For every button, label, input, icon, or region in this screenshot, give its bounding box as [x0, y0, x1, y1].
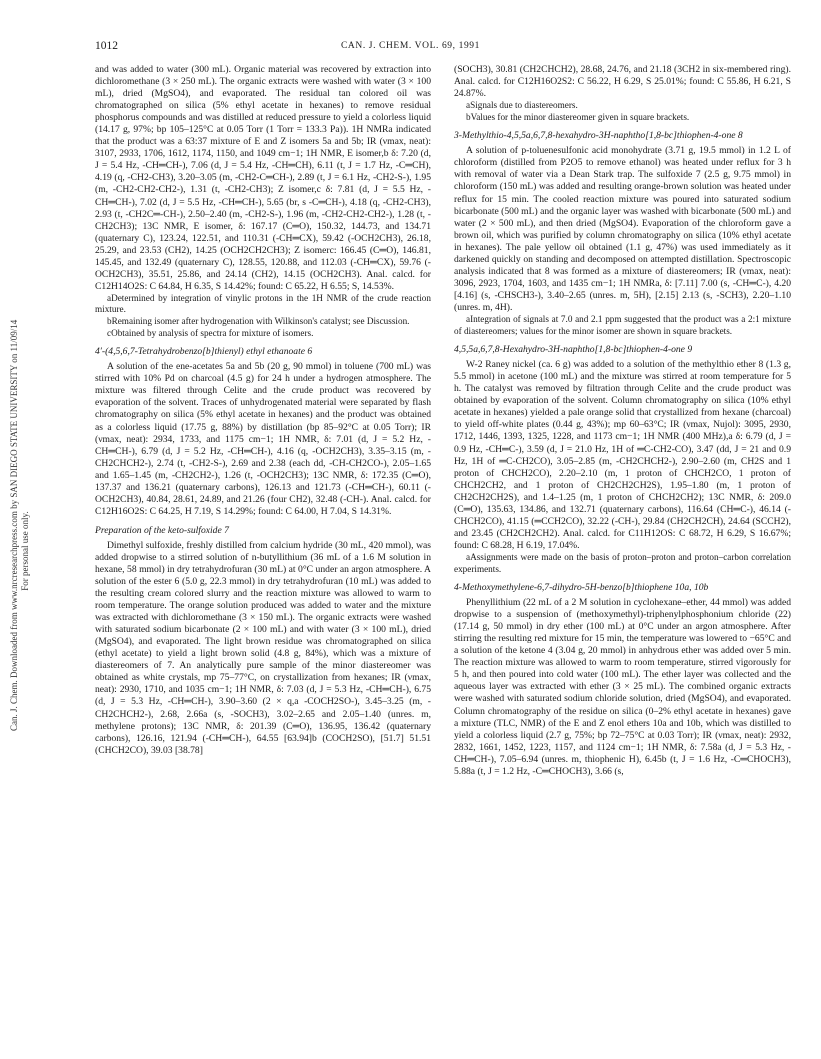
section-heading: 4-Methoxymethylene-6,7-dihydro-5H-benzo[b]thiophene 10a, 10b — [454, 582, 709, 594]
footnote: cObtained by analysis of spectra for mixture of isomers. — [107, 327, 314, 338]
section-heading: Preparation of the keto-sulfoxide 7 — [95, 524, 229, 536]
footnote: aDetermined by integration of vinylic protons in the 1H NMR of the crude reaction mixture. — [95, 292, 431, 315]
body-paragraph: W-2 Raney nickel (ca. 6 g) was added to a solution of the methylthio ether 8 (1.3 g, 5.5 mmol) in acetone (100 mL) and the mixture was stirred at room temperature for 5 h. The catalyst was removed by filtration through Celite and the crude product was obtained by evaporation of the solvent. Column chromatography on silica (10% ethyl acetate in hexanes) yielded a pale orange solid that crystallized from hexane (charcoal) to yield off-white plates (0.44 g, 43%); mp 60–63°C; IR (νmax, Nujol): 3095, 2930, 1712, 1446, 1393, 1325, 1228, and 1173 cm−1; 1H NMR (400 MHz),a δ: 6.79 (d, J = 0.9 Hz, -CH═C-), 3.59 (d, J = 21.0 Hz, 1H of ═C-CH2-CO), 3.47 (dd, J = 21 and 0.9 Hz, 1H of ═C-CH2CO), 3.05–2.85 (m, -CH2CHCH2-), 2.90–2.60 (m, CH2S and 1 proton of CHCH2CO), 2.20–2.10 (m, 1 proton of CHCH2CO, 1 proton of CHCH2CH2, and 1 proton of CH2CH2CH2S), 1.95–1.80 (m, 1 proton of CH2CH2CH2S), and 1.4–1.25 (m, 1 proton of CHCH2CH2); 13C NMR, δ: 209.0 (C═O), 135.63, 134.86, and 132.71 (quaternary carbons), 116.64 (CH═C-), 46.14 (-CHCH2CO), 41.15 (═CCH2CO), 32.22 (-CH-), 29.84 (CH2CH2CH), 24.64 (SCCH2), and 23.45 (CH2CH2CH2). Anal. calcd. for C11H12OS: C 68.72, H 6.29, S 16.67%; found: C 68.28, H 6.19, 17.04%. — [454, 359, 791, 551]
footnote: aAssignments were made on the basis of proton–proton and proton–carbon correlation experiments. — [454, 551, 791, 574]
body-paragraph: Phenyllithium (22 mL of a 2 M solution in cyclohexane–ether, 44 mmol) was added dropwise to a suspension of (methoxymethyl)-triphenylphosphonium chloride (22) (17.14 g, 50 mmol) in dry ether (100 mL) at 0°C under an argon atmosphere. After stirring the resulting red mixture for 15 min, the temperature was lowered to −65°C and a solution of the ketone 4 (3.04 g, 20 mmol) in anhydrous ether was added over 5 min. The reaction mixture was allowed to warm to room temperature, stirred vigorously for 5 h, and then poured into cold water (100 mL). The ether layer was collected and the aqueous layer was extracted with ether (3 × 25 mL). The combined organic extracts were washed with saturated sodium chloride solution, dried (MgSO4), and evaporated. Column chromatography of the residue on silica (0–2% ethyl acetate in hexanes) gave a mixture (TLC, NMR) of the E and Z enol ethers 10a and 10b, which was distilled to yield a colorless liquid (2.7 g, 75%; bp 72–75°C at 0.03 Torr); IR (νmax, neat): 2932, 2832, 1661, 1452, 1223, 1157, and 1124 cm−1; 1H NMR, δ: 7.58a (d, J = 5.3 Hz, -CH═CH-), 7.05–6.94 (unres. m, thiophenic H), 6.45b (t, J = 1.6 Hz, -C═CHOCH3), 5.88a (t, J = 1.2 Hz, -C═CHOCH3), 3.66 (s, — [454, 597, 791, 777]
body-paragraph: A solution of the ene-acetates 5a and 5b (20 g, 90 mmol) in toluene (700 mL) was stirred with 10% Pd on charcoal (4.5 g) for 24 h under a hydrogen atmosphere. The mixture was filtered through Celite and the crude product was recovered by evaporation of the solvent. Traces of unhydrogenated material were separated by flash chromatography on silica (5% ethyl acetate in hexanes) and the product was obtained as a colorless liquid (17.75 g, 88%) by distillation (bp 85–92°C at 0.05 Torr); IR (νmax, neat): 2934, 1733, and 1175 cm−1; 1H NMR, δ: 7.01 (d, J = 5.2 Hz, -CH═CH-), 6.79 (d, J = 5.2 Hz, -CH═CH-), 4.16 (q, -OCH2CH3), 3.35–3.15 (m, -CH2CHCH2-), 2.74 (t, -CH2-S-), 2.69 and 2.38 (each dd, -CH-CH2CO-), 2.05–1.65 and 1.65–1.45 (m, -CH2CH2-), 1.26 (t, -OCH2CH3); 13C NMR, δ: 172.35 (C═O), 137.37 and 136.21 (quaternary carbons), 126.13 and 121.73 (-CH═CH-), 60.11 (-OCH2CH3), 40.84, 28.61, 24.89, and 21.26 (four CH2), 32.48 (-CH-). Anal. calcd. for C12H16O2S: C 64.25, H 7.19, S 14.29%; found: C 64.00, H 7.04, S 14.31%. — [95, 361, 431, 517]
section-heading: 4′-(4,5,6,7-Tetrahydrobenzo[b]thienyl) ethyl ethanoate 6 — [95, 346, 313, 358]
section-heading: 4,5,5a,6,7,8-Hexahydro-3H-naphtho[1,8-bc]thiophen-4-one 9 — [454, 344, 693, 356]
left-column — [95, 64, 431, 757]
footnote: bValues for the minor diastereomer given in square brackets. — [466, 111, 690, 122]
download-watermark-line1: Can. J. Chem. Downloaded from www.nrcresearchpress.com by SAN DIEGO STATE UNIVERSITY on 11/09/14 — [9, 319, 19, 731]
footnote: bRemaining isomer after hydrogenation with Wilkinson's catalyst; see Discussion. — [107, 316, 410, 327]
section-heading: 3-Methylthio-4,5,5a,6,7,8-hexahydro-3H-naphtho[1,8-bc]thiophen-4-one 8 — [454, 130, 743, 142]
footnote: aIntegration of signals at 7.0 and 2.1 ppm suggested that the product was a 2:1 mixture of diastereomers; values for the minor isomer are shown in square brackets. — [454, 313, 791, 336]
footnote: aSignals due to diastereomers. — [466, 100, 578, 111]
running-head: CAN. J. CHEM. VOL. 69, 1991 — [340, 41, 480, 51]
right-column — [454, 64, 791, 778]
page-number: 1012 — [95, 40, 118, 52]
download-watermark-line2: For personal use only. — [20, 511, 30, 591]
download-watermark — [9, 319, 31, 731]
body-paragraph: A solution of p-toluenesulfonic acid monohydrate (3.71 g, 19.5 mmol) in 1.2 L of chloroform (distilled from P2O5 to remove ethanol) was heated under reflux for 3 h with removal of water via a Dean Stark trap. The sulfoxide 7 (2.5 g, 9.75 mmol) in chloroform (150 mL) was added and resulting orange-brown solution was heated under reflux for 15 min. The cooled reaction mixture was poured into saturated sodium bicarbonate (500 mL) and the organic layer was washed with bicarbonate (500 mL) and water (2 × 500 mL), and then dried (MgSO4). Evaporation of the chloroform gave a brown oil, which was purified by column chromatography on silica (10% ethyl acetate in hexanes). The pale yellow oil obtained (1.1 g, 47%) was used immediately as it darkened quickly on standing and decomposed on attempted distillation. Spectroscopic analysis indicated that 8 was formed as a mixture of diastereomers; IR (νmax, neat): 3096, 2923, 1704, 1603, and 1435 cm−1; 1H NMRa, δ: [7.11] 7.00 (s, -CH═C-), 4.20 [4.16] (s, -CHSCH3-), 3.40–2.65 (unres. m, 5H), [2.15] 2.13 (s, -SCH3), 2.20–1.10 (unres. m, 4H). — [454, 145, 791, 313]
body-paragraph: and was added to water (300 mL). Organic material was recovered by extraction into dichloromethane (3 × 250 mL). The organic extracts were washed with water (3 × 100 mL), dried (MgSO4), and evaporated. The residual tan colored oil was chromatographed on silica (5% ethyl acetate in hexanes) to remove residual phosphorus compounds and was distilled at reduced pressure to yield a colorless liquid (14.17 g, 97%; bp 105–125°C at 0.05 Torr (1 Torr = 133.3 Pa)). 1H NMRa indicated that the product was a 63:37 mixture of E and Z isomers 5a and 5b; IR (νmax, neat): 3107, 2933, 1706, 1612, 1174, 1150, and 1049 cm−1; 1H NMR, E isomer,b δ: 7.20 (d, J = 5.4 Hz, -CH═CH-), 7.06 (d, J = 5.4 Hz, -CH═CH), 6.11 (t, J = 1.7 Hz, -C═CH), 4.19 (q, -CH2-CH3), 3.20–3.05 (m, -CH2-C═CH-), 2.89 (t, J = 6.1 Hz, -CH2-S-), 1.95 (m, -CH2-CH2-CH2-), 1.31 (t, -CH2-CH3); Z isomer,c δ: 7.81 (d, J = 5.5 Hz, -CH═CH-), 7.02 (d, J = 5.5 Hz, -CH═CH-), 5.65 (br, s -C═CH-), 4.18 (q, -CH2-CH3), 2.93 (t, -CH2C═-CH-), 2.50–2.40 (m, -CH2-S-), 1.96 (m, -CH2-CH2-CH2-), 1.28 (t, -CH2CH3); 13C NMR, E isomer, δ: 167.17 (C═O), 150.32, 144.73, and 134.71 (quaternary C), 123.24, 122.51, and 110.31 (-CH═CX), 59.42 (-OCH2CH3), 26.18, 25.29, and 23.53 (CH2), 14.25 (OCH2CH2CH3); Z isomerc: 166.45 (C═O), 146.81, 145.45, and 132.49 (quaternary C), 128.55, 120.88, and 112.03 (-CH═CX), 59.76 (-OCH2CH3), 35.51, 25.86, and 24.14 (CH2), 14.15 (OCH2CH3). Anal. calcd. for C12H14O2S: C 64.84, H 6.35, S 14.42%; found: C 65.22, H 6.55; S, 14.53%. — [95, 64, 431, 292]
body-paragraph: Dimethyl sulfoxide, freshly distilled from calcium hydride (30 mL, 420 mmol), was added dropwise to a stirred solution of n-butyllithium (36 mL of a 1.6 M solution in hexane, 58 mmol) in dry tetrahydrofuran (30 mL) at 0°C under an argon atmosphere. A solution of the ester 6 (5.0 g, 22.3 mmol) in dry tetrahydrofuran (10 mL) was added to the resulting cream colored slurry and the reaction mixture was allowed to warm to room temperature. The orange solution produced was added to water and the mixture was extracted with dichloromethane (3 × 150 mL). The organic extracts were washed with saturated sodium bicarbonate (2 × 100 mL) and with water (3 × 100 mL), dried (MgSO4), and evaporated. The light brown residue was chromatographed on silica (ethyl acetate) to yield a light brown solid (4.8 g, 84%), which was a mixture of diastereomers of 7. An analytically pure sample of the minor diastereomer was obtained as white crystals, mp 75–77°C, on crystallization from hexanes; IR (νmax, neat): 2930, 1710, and 1035 cm−1; 1H NMR, δ: 7.03 (d, J = 5.3 Hz, -CH═CH-), 6.75 (d, J = 5.3 Hz, -CH═CH-), 3.90–3.60 (2 × q,a -COCH2SO-), 3.45–3.25 (m, -CH2CHCH2-), 2.68, 2.66a (s, -SOCH3), 3.02–2.65 and 2.05–1.40 (unres. m, methylene protons); 13C NMR, δ: 201.39 (C═O), 136.95, 136.42 (quaternary carbons), 126.16, 121.94 (-CH═CH-), 64.55 [63.94]b (COCH2SO), [51.7] 51.51 (CHCH2CO), 39.03 [38.78] — [95, 539, 431, 756]
body-paragraph: (SOCH3), 30.81 (CH2CHCH2), 28.68, 24.76, and 21.18 (3CH2 in six-membered ring). Anal. calcd. for C12H16O2S2: C 56.22, H 6.29, S 25.01%; found: C 55.86, H 6.21, S 24.87%. — [454, 64, 791, 100]
